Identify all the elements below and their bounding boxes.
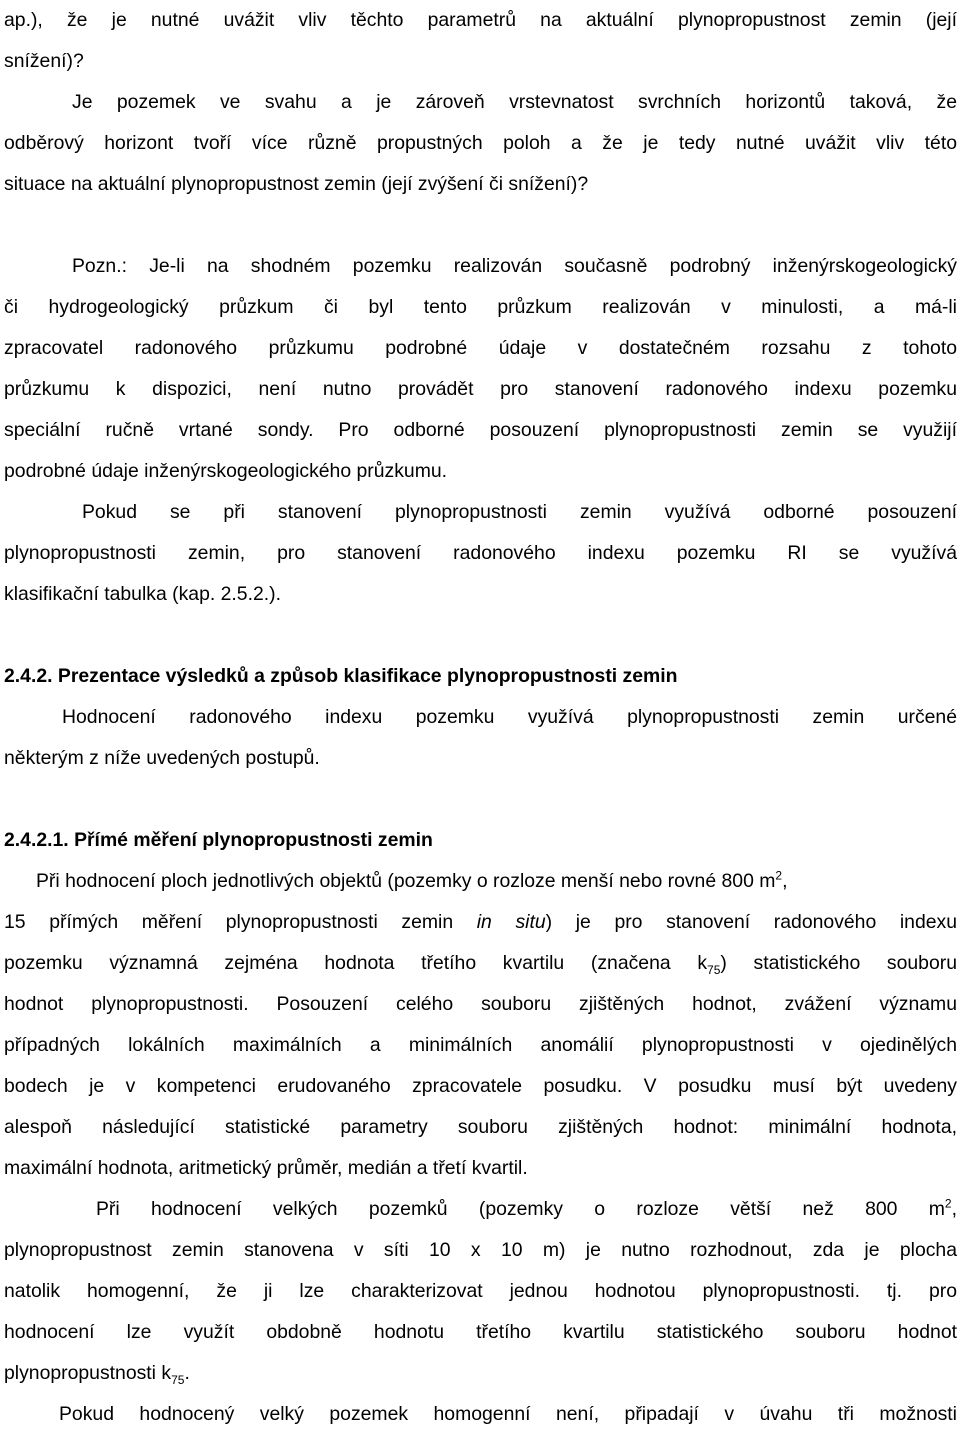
text-run: ,: [782, 870, 788, 892]
text-run: Při hodnocení velkých pozemků (pozemky o rozloze větší než 800 m: [96, 1198, 945, 1220]
text-run: ) statistického souboru: [720, 952, 957, 974]
paragraph-line: [4, 1353, 957, 1394]
paragraph-line: Hodnocení radonového indexu pozemku využívá plynopropustnosti zemin určené: [62, 706, 957, 728]
italic-run: in situ: [476, 911, 546, 933]
paragraph-line: případných lokálních maximálních a minimálních anomálií plynopropustnosti v ojedinělých: [4, 1034, 957, 1056]
paragraph-line: ap.), že je nutné uvážit vliv těchto parametrů na aktuální plynopropustnost zemin (její: [4, 9, 957, 31]
paragraph-line: [4, 902, 957, 943]
paragraph-line: [4, 1189, 957, 1230]
paragraph-line: odběrový horizont tvoří více různě propustných poloh a že je tedy nutné uvážit vliv této: [4, 132, 957, 154]
paragraph-line: klasifikační tabulka (kap. 2.5.2.).: [4, 583, 281, 605]
subscript: 75: [707, 962, 721, 977]
note-line: průzkumu k dispozici, není nutno provádět pro stanovení radonového indexu pozemku: [4, 378, 957, 400]
subsection-heading: 2.4.2.1. Přímé měření plynopropustnosti zemin: [4, 829, 433, 851]
paragraph-line: plynopropustnost zemin stanovena v síti 10 x 10 m) je nutno rozhodnout, zda je plocha: [4, 1239, 957, 1261]
paragraph-line: hodnot plynopropustnosti. Posouzení celého souboru zjištěných hodnot, zvážení významu: [4, 993, 957, 1015]
paragraph-line: natolik homogenní, že ji lze charakterizovat jednou hodnotou plynopropustnosti. tj. pro: [4, 1280, 957, 1302]
paragraph-line: Pokud se při stanovení plynopropustnosti zemin využívá odborné posouzení: [82, 501, 957, 523]
paragraph-line: situace na aktuální plynopropustnost zemin (její zvýšení či snížení)?: [4, 173, 589, 195]
paragraph-line: [4, 943, 957, 984]
paragraph-line: plynopropustnosti zemin, pro stanovení radonového indexu pozemku RI se využívá: [4, 542, 957, 564]
text-run: ) je pro stanovení radonového indexu: [545, 911, 958, 933]
note-line: či hydrogeologický průzkum či byl tento průzkum realizován v minulosti, a má-li: [4, 296, 957, 318]
paragraph-line: některým z níže uvedených postupů.: [4, 747, 320, 769]
superscript: 2: [944, 1196, 952, 1211]
superscript: 2: [775, 868, 783, 883]
paragraph-line: maximální hodnota, aritmetický průměr, medián a třetí kvartil.: [4, 1157, 528, 1179]
note-line: podrobné údaje inženýrskogeologického průzkumu.: [4, 460, 448, 482]
document-page: [4, 0, 957, 1435]
text-run: pozemku významná zejména hodnota třetího kvartilu (značena k: [4, 952, 708, 974]
paragraph-line: alespoň následující statistické parametry souboru zjištěných hodnot: minimální hodnota,: [4, 1116, 957, 1138]
note-line: zpracovatel radonového průzkumu podrobné údaje v dostatečném rozsahu z tohoto: [4, 337, 957, 359]
subscript: 75: [171, 1372, 185, 1387]
text-run: .: [184, 1362, 190, 1384]
note-line: speciální ručně vrtané sondy. Pro odborné posouzení plynopropustnosti zemin se využijí: [4, 419, 957, 441]
text-run: Při hodnocení ploch jednotlivých objektů (pozemky o rozloze menší nebo rovné 800 m: [36, 870, 776, 892]
paragraph-line: hodnocení lze využít obdobně hodnotu třetího kvartilu statistického souboru hodnot: [4, 1321, 957, 1343]
text-run: plynopropustnosti k: [4, 1362, 172, 1384]
paragraph-line: Je pozemek ve svahu a je zároveň vrstevnatost svrchních horizontů taková, že: [72, 91, 957, 113]
text-run: ,: [951, 1198, 957, 1220]
paragraph-line: Pokud hodnocený velký pozemek homogenní není, připadají v úvahu tři možnosti: [59, 1403, 957, 1425]
paragraph-line: [4, 861, 957, 902]
paragraph-line: snížení)?: [4, 50, 84, 72]
section-heading: 2.4.2. Prezentace výsledků a způsob klasifikace plynopropustnosti zemin: [4, 665, 678, 687]
note-line: Pozn.: Je-li na shodném pozemku realizován současně podrobný inženýrskogeologický: [72, 255, 957, 277]
paragraph-line: bodech je v kompetenci erudovaného zpracovatele posudku. V posudku musí být uvedeny: [4, 1075, 957, 1097]
text-run: 15 přímých měření plynopropustnosti zemin: [4, 911, 477, 933]
